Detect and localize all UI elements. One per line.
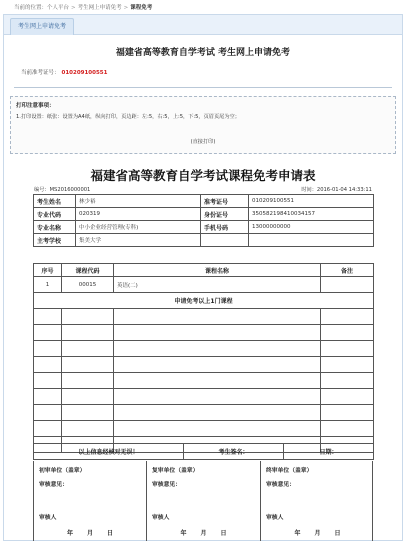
empty-cell [62, 325, 114, 341]
major-code-value: 020319 [76, 208, 201, 221]
unit-review-label: 审核意见： [266, 482, 295, 488]
form-number [34, 186, 90, 193]
day-label: 日 [107, 530, 114, 537]
tab-apply-exemption[interactable]: 考生网上申请免考 [10, 18, 74, 35]
table-row [34, 293, 374, 309]
unit-date [261, 528, 374, 537]
name-value: 林少裕 [76, 195, 201, 208]
breadcrumb [0, 0, 406, 14]
cert-number: 010209100551 [61, 70, 108, 76]
unit-title: 复审单位（盖章） [152, 468, 199, 474]
empty-cell [321, 309, 374, 325]
first-review-unit [34, 461, 147, 541]
form-time [301, 186, 372, 193]
print-notes-text: 1.打印设置：纸张：设置为A4纸，纵向打印，页边距：左:5，右:5，上:5，下:5，页眉页尾为空； [16, 114, 240, 120]
unit-date [34, 528, 146, 537]
empty-cell [34, 373, 62, 389]
signature-label: 考生签名： [184, 444, 284, 460]
signature-table [33, 443, 374, 460]
major-name-value: 中小企业经营管理(专科) [76, 221, 201, 234]
form-number-value: MS2016000001 [49, 187, 91, 193]
breadcrumb-item-apply-exemption[interactable]: 考生网上申请免考 [77, 5, 122, 11]
school-label: 主考学校 [34, 234, 76, 247]
breadcrumb-separator: > [71, 5, 76, 11]
breadcrumb-item-personal-platform[interactable]: 个人平台 [47, 5, 70, 11]
table-row [34, 421, 374, 437]
column-header-code: 课程代码 [62, 264, 114, 277]
empty-cell [114, 405, 321, 421]
confirm-text: 以上信息经核对无误！ [34, 444, 184, 460]
course-code: 00015 [62, 277, 114, 293]
table-row [34, 444, 374, 460]
final-review-unit [261, 461, 374, 541]
empty-cell [114, 341, 321, 357]
major-code-label: 专业代码 [34, 208, 76, 221]
courses-section-title: 申请免考以上1门课程 [34, 293, 374, 309]
unit-approver-label: 审核人 [39, 515, 57, 521]
empty-cell [62, 357, 114, 373]
empty-cell [62, 389, 114, 405]
year-label: 年 [294, 530, 301, 537]
empty-cell [321, 373, 374, 389]
empty-cell [62, 309, 114, 325]
page-title: 福建省高等教育自学考试 考生网上申请免考 [115, 48, 291, 58]
empty-cell [34, 341, 62, 357]
empty-cell [114, 309, 321, 325]
empty-cell [321, 389, 374, 405]
column-header-no: 序号 [34, 264, 62, 277]
unit-approver-label: 审核人 [152, 515, 170, 521]
table-header-row [34, 264, 374, 277]
review-units [33, 461, 373, 541]
table-row [34, 405, 374, 421]
empty-cell [114, 389, 321, 405]
course-note [321, 277, 374, 293]
id-value: 350582198410034157 [249, 208, 374, 221]
unit-review-label: 审核意见： [152, 482, 181, 488]
year-label: 年 [180, 530, 187, 537]
empty-cell [201, 234, 249, 247]
table-row [34, 208, 374, 221]
table-row [34, 389, 374, 405]
table-row [34, 325, 374, 341]
empty-cell [321, 325, 374, 341]
form-time-value: 2016-01-04 14:33:11 [316, 187, 372, 193]
empty-cell [321, 421, 374, 437]
month-label: 月 [314, 530, 321, 537]
major-name-label: 专业名称 [34, 221, 76, 234]
tab-bar [4, 15, 402, 35]
year-label: 年 [66, 530, 73, 537]
phone-label: 手机号码 [201, 221, 249, 234]
month-label: 月 [200, 530, 207, 537]
breadcrumb-item-current: 课程免考 [130, 5, 153, 11]
form-time-label: 时间： [301, 187, 317, 193]
second-review-unit [147, 461, 261, 541]
empty-cell [114, 373, 321, 389]
unit-date [147, 528, 260, 537]
table-row [34, 309, 374, 325]
unit-approver-label: 审核人 [266, 515, 284, 521]
empty-cell [114, 325, 321, 341]
column-header-note: 备注 [321, 264, 374, 277]
empty-cell [62, 405, 114, 421]
print-notes-title: 打印注意事项： [16, 103, 55, 109]
empty-cell [62, 341, 114, 357]
cert-value: 010209100551 [249, 195, 374, 208]
empty-cell [34, 421, 62, 437]
name-label: 考生姓名 [34, 195, 76, 208]
divider [14, 87, 392, 88]
unit-title: 初审单位（盖章） [39, 468, 86, 474]
breadcrumb-prefix: 当前的位置： [14, 5, 48, 11]
day-label: 日 [334, 530, 341, 537]
unit-review-label: 审核意见： [39, 482, 68, 488]
student-info-table [33, 194, 374, 247]
courses-table [33, 263, 374, 453]
form-number-label: 编号： [34, 187, 50, 193]
empty-cell [62, 373, 114, 389]
empty-cell [34, 325, 62, 341]
empty-cell [114, 421, 321, 437]
table-row [34, 357, 374, 373]
table-row [34, 195, 374, 208]
empty-cell [34, 405, 62, 421]
empty-cell [321, 341, 374, 357]
form-title: 福建省高等教育自学考试课程免考申请表 [90, 168, 316, 183]
date-label: 日期： [284, 444, 374, 460]
content-frame [3, 14, 403, 541]
empty-cell [114, 357, 321, 373]
print-notes-box [10, 96, 396, 154]
school-value: 集美大学 [76, 234, 201, 247]
unit-title: 终审单位（盖章） [266, 468, 313, 474]
direct-print-link[interactable]: (直接打印) [190, 139, 216, 145]
course-no: 1 [34, 277, 62, 293]
column-header-name: 课程名称 [114, 264, 321, 277]
table-row [34, 341, 374, 357]
day-label: 日 [220, 530, 227, 537]
breadcrumb-separator: > [123, 5, 129, 11]
table-row [34, 221, 374, 234]
empty-cell [321, 357, 374, 373]
course-name: 英语(二) [114, 277, 321, 293]
month-label: 月 [86, 530, 93, 537]
table-row [34, 373, 374, 389]
cert-label: 准考证号 [201, 195, 249, 208]
table-row [34, 234, 374, 247]
empty-cell [62, 421, 114, 437]
empty-cell [34, 309, 62, 325]
id-label: 身份证号 [201, 208, 249, 221]
current-cert-line [21, 68, 107, 76]
phone-value: 13000000000 [249, 221, 374, 234]
empty-cell [34, 357, 62, 373]
cert-label: 当前准考证号： [21, 70, 60, 76]
empty-cell [249, 234, 374, 247]
empty-cell [34, 389, 62, 405]
empty-cell [321, 405, 374, 421]
table-row [34, 277, 374, 293]
